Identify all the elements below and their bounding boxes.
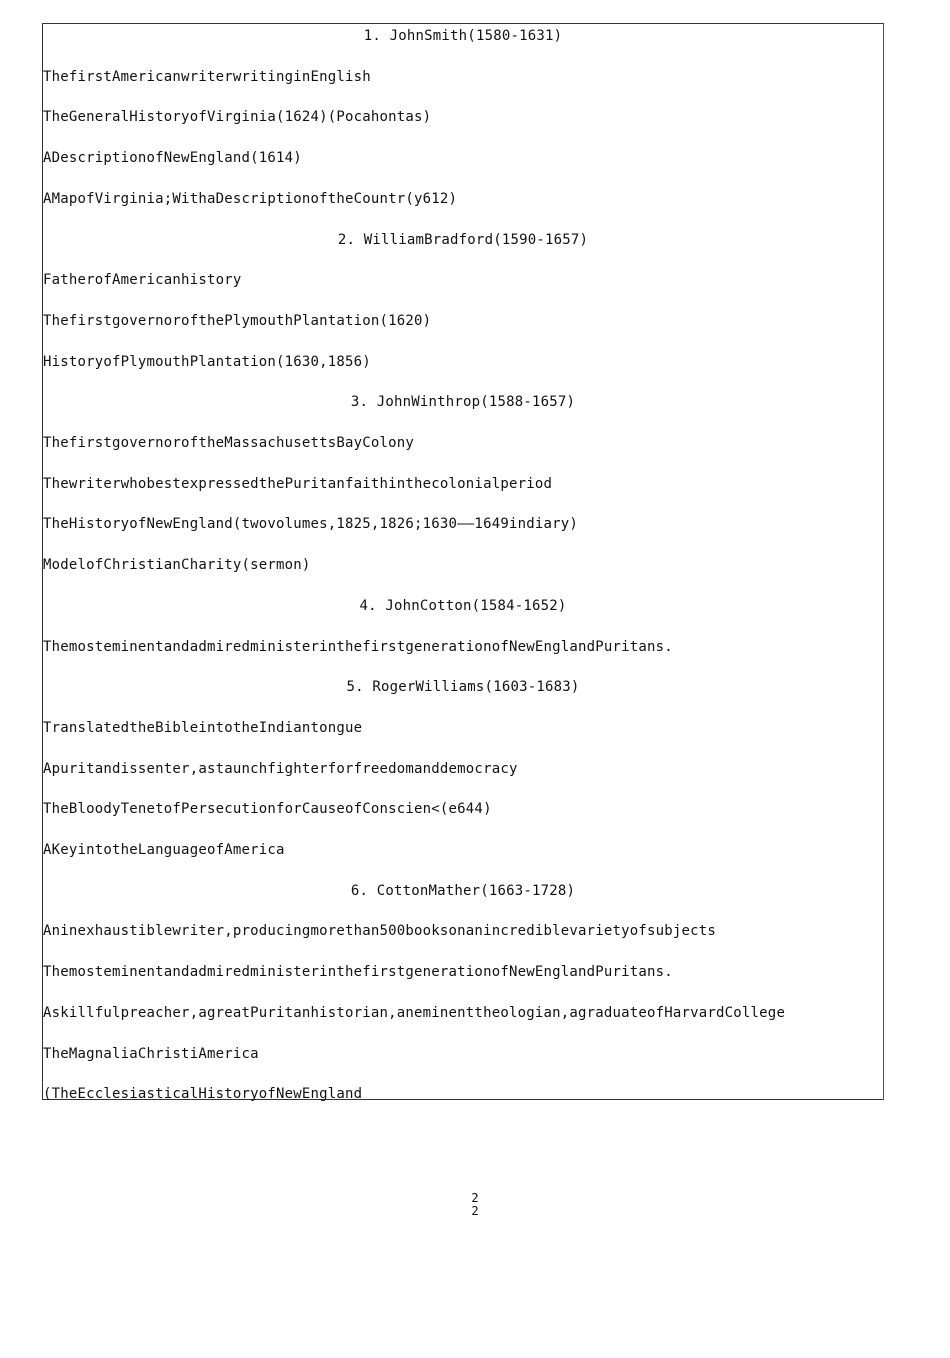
body-line: HistoryofPlymouthPlantation(1630,1856) (43, 353, 371, 370)
body-line: TheMagnaliaChristiAmerica (43, 1045, 259, 1062)
body-line: AMapofVirginia;WithaDescriptionoftheCountr(y612) (43, 190, 458, 207)
page-number (0, 1192, 950, 1218)
body-line: ADescriptionofNewEngland(1614) (43, 150, 302, 167)
author-heading: 4. JohnCotton(1584-1652) (359, 597, 567, 614)
body-line: ThewriterwhobestexpressedthePuritanfaithinthecolonialperiod (43, 475, 553, 492)
body-line: Askillfulpreacher,agreatPuritanhistorian,aneminenttheologian,agraduateofHarvardCollege (43, 1004, 786, 1021)
author-heading: 1. JohnSmith(1580-1631) (363, 28, 563, 44)
content-frame (42, 23, 884, 1103)
body-line: Aninexhaustiblewriter,producingmorethan500booksonanincrediblevarietyofsubjects (43, 923, 717, 940)
body-line: ThefirstgovernorofthePlymouthPlantation(1620) (43, 312, 432, 329)
body-line: TheBloodyTenetofPersecutionforCauseofConscien<(e644) (43, 801, 492, 818)
body-line: TranslatedtheBibleintotheIndiantongue (43, 719, 363, 736)
body-line: TheHistoryofNewEngland(twovolumes,1825,1826;1630——1649indiary) (43, 516, 578, 533)
body-line: AKeyintotheLanguageofAmerica (43, 842, 285, 858)
body-line: TheGeneralHistoryofVirginia(1624)(Pocahontas) (43, 109, 432, 126)
body-line: FatherofAmericanhistory (43, 272, 242, 289)
body-line: ThemosteminentandadmiredministerinthefirstgenerationofNewEnglandPuritans. (43, 964, 673, 981)
author-heading: 3. JohnWinthrop(1588-1657) (350, 394, 576, 411)
author-heading: 6. CottonMather(1663-1728) (350, 882, 576, 899)
body-line: ModelofChristianCharity(sermon) (43, 557, 311, 574)
body-line: (TheEcclesiasticalHistoryofNewEngland (43, 1086, 363, 1103)
page-number-line-1: 2 (471, 1191, 479, 1205)
body-line: ThefirstgovernoroftheMassachusettsBayColony (43, 435, 415, 451)
author-heading: 2. WilliamBradford(1590-1657) (337, 231, 589, 248)
frame-right-rule (883, 23, 884, 1100)
page-number-line-2: 2 (471, 1204, 479, 1218)
body-line: ThemosteminentandadmiredministerinthefirstgenerationofNewEnglandPuritans. (43, 638, 673, 655)
body-line: Apuritandissenter,astaunchfighterforfreedomanddemocracy (43, 760, 518, 777)
author-heading: 5. RogerWilliams(1603-1683) (346, 679, 580, 696)
body-line: ThefirstAmericanwriterwritinginEnglish (43, 68, 371, 85)
